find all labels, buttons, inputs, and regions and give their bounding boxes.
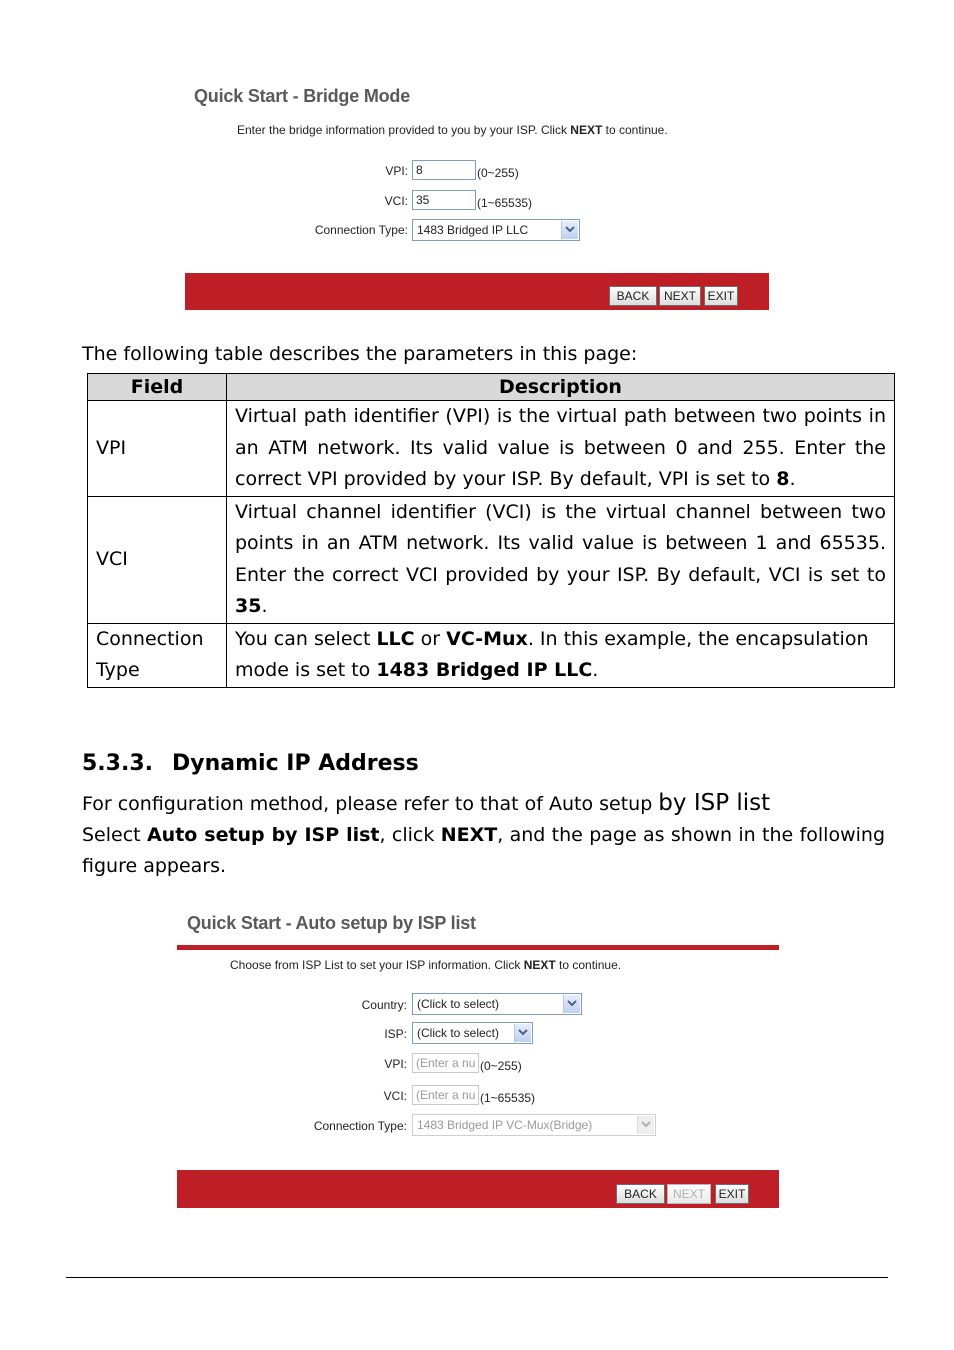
isp-value: (Click to select) [417,1026,500,1040]
country-value: (Click to select) [417,997,500,1011]
title-underline [177,945,779,950]
vpi-range: (0~255) [477,166,519,180]
isp-vpi-input[interactable]: (Enter a nu [412,1053,479,1073]
row-description: Virtual channel identifier (VCI) is the virtual channel between two points in an ATM network. Its valid value is between 1 and 65535. Enter the correct VCI provided by your ISP. By default, VCI is set to 35. [227,496,895,623]
isp-connection-type-label: Connection Type: [313,1119,407,1133]
table-row [88,401,895,497]
vci-range: (1~65535) [477,196,533,210]
exit-button[interactable]: EXIT [704,286,738,306]
bridge-page-title: Quick Start - Bridge Mode [194,86,411,106]
isp-next-button[interactable]: NEXT [667,1184,711,1204]
isp-vpi-label: VPI: [384,1057,407,1071]
next-button[interactable]: NEXT [659,286,701,306]
row-description: Virtual path identifier (VPI) is the virtual path between two points in an ATM network. Its valid value is between 0 and 255. Enter the correct VPI provided by your ISP. By default, VPI is set to 8. [227,401,895,497]
isp-vci-label: VCI: [383,1089,407,1103]
footer-divider [66,1277,888,1278]
country-label: Country: [361,998,407,1012]
table-intro: The following table describes the parameters in this page: [82,343,638,365]
isp-vci-input[interactable]: (Enter a nu [412,1085,479,1105]
connection-type-value: 1483 Bridged IP LLC [417,223,529,237]
table-row [88,496,895,623]
chevron-down-icon[interactable] [561,221,578,239]
isp-select[interactable] [412,1022,533,1044]
table-row [88,623,895,687]
row-description: You can select LLC or VC-Mux. In this example, the encapsulation mode is set to 1483 Bridged IP LLC. [227,623,895,687]
country-select[interactable] [412,993,582,1015]
vci-label: VCI: [384,194,408,208]
connection-type-label: Connection Type: [314,223,408,237]
parameters-table [87,373,895,688]
section-heading: 5.3.3. Dynamic IP Address [82,751,419,776]
back-button[interactable]: BACK [609,286,657,306]
isp-hint: Choose from ISP List to set your ISP information. Click NEXT to continue. [230,958,622,972]
vpi-input[interactable]: 8 [412,160,476,180]
chevron-down-icon[interactable] [563,995,580,1013]
connection-type-select[interactable] [412,219,580,241]
vpi-label: VPI: [385,164,408,178]
isp-connection-type-select[interactable] [412,1114,656,1136]
row-field: VPI [88,401,227,497]
row-field: VCI [88,496,227,623]
isp-vpi-range: (0~255) [480,1059,522,1073]
isp-page-title: Quick Start - Auto setup by ISP list [187,913,476,933]
isp-label: ISP: [384,1027,407,1041]
section-line2: Select Auto setup by ISP list, click NEXT, and the page as shown in the following figure appears. [82,824,886,877]
isp-back-button[interactable]: BACK [616,1184,665,1204]
header-description: Description [227,374,895,401]
bridge-hint: Enter the bridge information provided to you by your ISP. Click NEXT to continue. [237,123,668,137]
section-line1: For configuration method, please refer to that of Auto setup by ISP list [82,790,771,816]
chevron-down-icon[interactable] [637,1116,654,1134]
isp-exit-button[interactable]: EXIT [715,1184,749,1204]
isp-connection-type-value: 1483 Bridged IP VC-Mux(Bridge) [417,1118,593,1132]
chevron-down-icon[interactable] [514,1024,531,1042]
vci-input[interactable]: 35 [412,190,476,210]
isp-vci-range: (1~65535) [480,1091,536,1105]
header-field: Field [88,374,227,401]
row-field: Connection Type [88,623,227,687]
